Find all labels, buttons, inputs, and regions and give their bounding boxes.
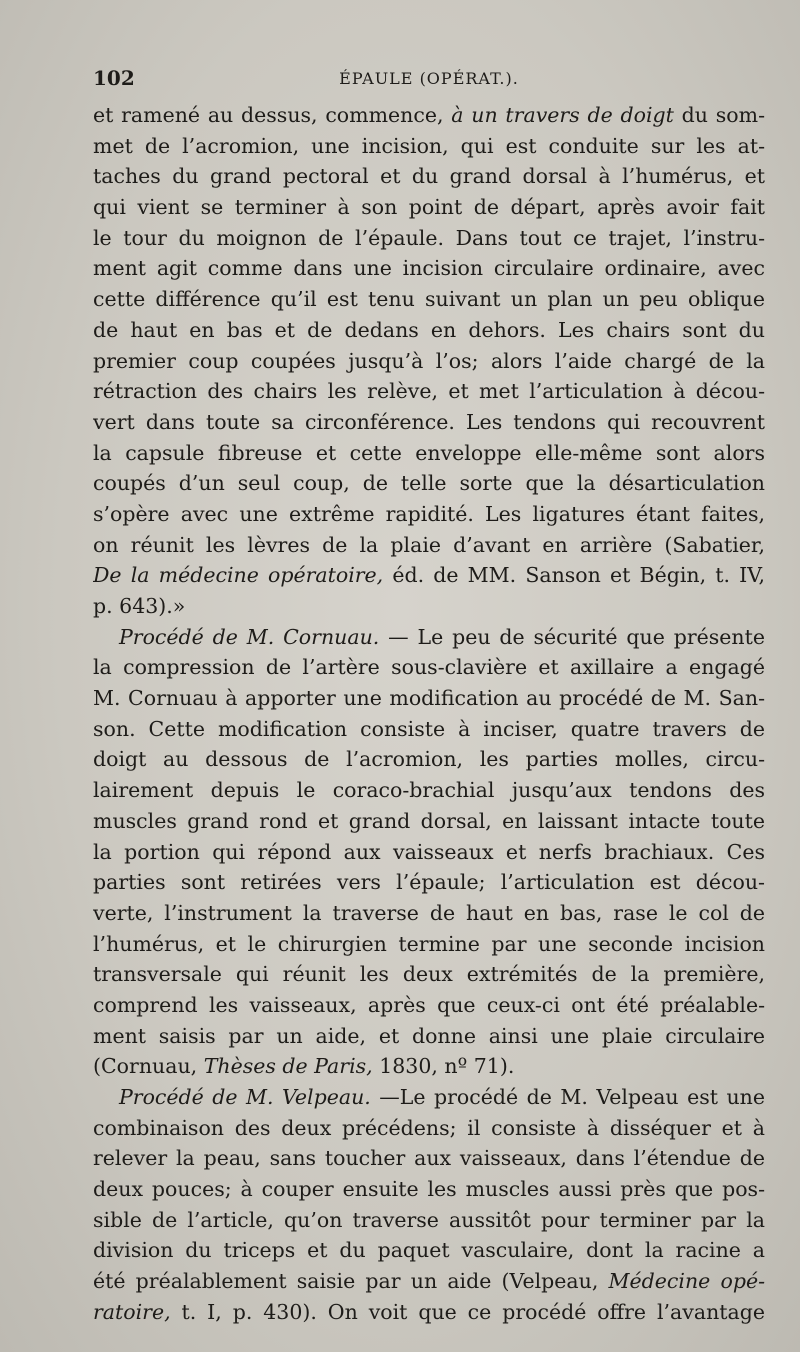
text-segment: éd. de MM. Sanson et Bégin, t. IV,: [383, 563, 765, 588]
text-segment: rétraction des chairs les relève, et met l’articulation à décou-: [93, 379, 765, 404]
text-line: [93, 867, 765, 898]
text-line: [93, 683, 765, 714]
text-line: [93, 499, 765, 530]
text-line: [93, 192, 765, 223]
text-segment: deux pouces; à couper ensuite les muscles aussi près que pos-: [93, 1177, 765, 1202]
text-segment: et ramené au dessus, commence,: [93, 103, 452, 127]
italic-text: Procédé de M. Velpeau.: [119, 1085, 371, 1109]
text-segment: met de l’acromion, une incision, qui est conduite sur les at-: [93, 133, 765, 158]
text-segment: la capsule fibreuse et cette enveloppe elle-même sont alors: [93, 440, 765, 465]
text-segment: taches du grand pectoral et du grand dorsal à l’humérus, et: [93, 164, 765, 189]
text-line: [93, 1205, 765, 1236]
text-line: [93, 100, 765, 131]
text-line: [93, 346, 765, 377]
text-segment: comprend les vaisseaux, après que ceux-ci ont été préalable-: [93, 992, 765, 1017]
text-segment: 1830, nº 71).: [372, 1054, 515, 1079]
text-line: [93, 284, 765, 315]
text-segment: lairement depuis le coraco-brachial jusqu’aux tendons des: [93, 778, 765, 803]
text-segment: coupés d’un seul coup, de telle sorte que la désarticulation: [93, 471, 765, 496]
text-segment: son. Cette modification consiste à inciser, quatre travers de: [93, 716, 765, 741]
text-segment: qui vient se terminer à son point de départ, après avoir fait: [93, 195, 765, 220]
text-segment: — Le peu de sécurité que présente: [379, 624, 765, 649]
text-segment: transversale qui réunit les deux extrémités de la première,: [93, 962, 765, 987]
text-segment: s’opère avec une extrême rapidité. Les ligatures étant faites,: [93, 501, 765, 526]
text-segment: muscles grand rond et grand dorsal, en laissant intacte toute: [93, 808, 765, 833]
body-text: [93, 100, 765, 1328]
text-segment: cette différence qu’il est tenu suivant un plan un peu oblique: [93, 287, 765, 312]
text-line: [93, 744, 765, 775]
text-line: [93, 253, 765, 284]
text-line: [93, 1082, 765, 1113]
text-line: [93, 1266, 765, 1297]
text-line: [93, 1174, 765, 1205]
page-number: 102: [93, 66, 135, 90]
text-line: [93, 1143, 765, 1174]
text-line: [93, 1297, 765, 1328]
text-segment: premier coup coupées jusqu’à l’os; alors l’aide chargé de la: [93, 348, 765, 373]
text-line: [93, 1051, 765, 1082]
text-line: [93, 929, 765, 960]
text-line: [93, 806, 765, 837]
text-segment: division du triceps et du paquet vasculaire, dont la racine a: [93, 1238, 765, 1263]
text-line: [93, 131, 765, 162]
text-line: [93, 315, 765, 346]
text-line: [93, 714, 765, 745]
text-line: [93, 591, 765, 622]
text-segment: —Le procédé de M. Velpeau est une: [370, 1085, 765, 1109]
text-segment: ment saisis par un aide, et donne ainsi une plaie circulaire: [93, 1023, 765, 1048]
text-line: [93, 560, 765, 591]
italic-text: Procédé de M. Cornuau.: [119, 624, 380, 649]
text-segment: t. I, p. 430). On voit que ce procédé offre l’avantage: [170, 1299, 765, 1324]
text-segment: relever la peau, sans toucher aux vaisseaux, dans l’étendue de: [93, 1146, 765, 1171]
text-segment: le tour du moignon de l’épaule. Dans tout ce trajet, l’instru-: [93, 225, 765, 250]
text-segment: sible de l’article, qu’on traverse aussitôt pour terminer par la: [93, 1207, 765, 1232]
italic-text: Thèses de Paris,: [203, 1054, 373, 1079]
text-segment: ment agit comme dans une incision circulaire ordinaire, avec: [93, 256, 765, 281]
text-line: [93, 1235, 765, 1266]
text-segment: du som-: [673, 103, 765, 127]
text-line: [93, 1021, 765, 1052]
text-segment: p. 643).»: [93, 594, 186, 618]
text-segment: la portion qui répond aux vaisseaux et nerfs brachiaux. Ces: [93, 839, 765, 864]
italic-text: à un travers de doigt: [451, 103, 674, 127]
text-segment: parties sont retirées vers l’épaule; l’articulation est décou-: [93, 870, 765, 895]
text-line: [93, 837, 765, 868]
text-line: [93, 407, 765, 438]
text-segment: la compression de l’artère sous-clavière et axillaire a engagé: [93, 655, 765, 680]
italic-text: Médecine opé-: [608, 1269, 765, 1294]
text-segment: on réunit les lèvres de la plaie d’avant en arrière (Sabatier,: [93, 532, 765, 557]
text-segment: verte, l’instrument la traverse de haut en bas, rase le col de: [93, 900, 765, 925]
text-line: [93, 223, 765, 254]
page-header: [93, 66, 765, 96]
italic-text: ratoire,: [93, 1299, 171, 1324]
text-line: [93, 438, 765, 469]
text-segment: combinaison des deux précédens; il consiste à disséquer et à: [93, 1115, 765, 1140]
text-segment: l’humérus, et le chirurgien termine par une seconde incision: [93, 931, 765, 956]
text-segment: doigt au dessous de l’acromion, les parties molles, circu-: [93, 747, 765, 772]
text-segment: de haut en bas et de dedans en dehors. Les chairs sont du: [93, 317, 765, 342]
text-line: [93, 652, 765, 683]
text-line: [93, 161, 765, 192]
running-head: ÉPAULE (OPÉRAT.).: [339, 69, 519, 88]
text-segment: M. Cornuau à apporter une modification au procédé de M. San-: [93, 686, 765, 711]
text-line: [93, 959, 765, 990]
text-line: [93, 990, 765, 1021]
text-line: [93, 468, 765, 499]
italic-text: De la médecine opératoire,: [93, 563, 384, 588]
text-line: [93, 376, 765, 407]
text-line: [93, 898, 765, 929]
text-line: [93, 775, 765, 806]
text-line: [93, 530, 765, 561]
text-line: [93, 1113, 765, 1144]
text-segment: (Cornuau,: [93, 1054, 204, 1079]
text-segment: été préalablement saisie par un aide (Velpeau,: [93, 1269, 609, 1294]
text-line: [93, 622, 765, 653]
text-segment: vert dans toute sa circonférence. Les tendons qui recouvrent: [93, 409, 765, 434]
